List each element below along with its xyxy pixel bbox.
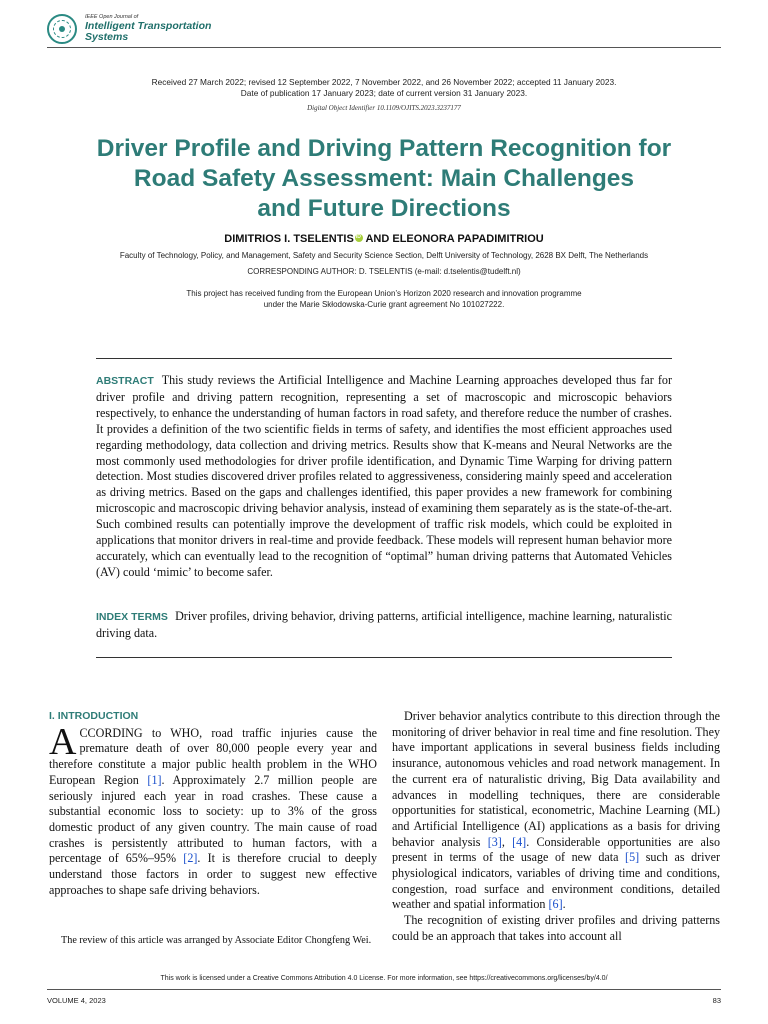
title-line1: Driver Profile and Driving Pattern Recognition for bbox=[96, 135, 672, 162]
citation-link[interactable]: [3] bbox=[487, 834, 502, 849]
abstract-text: This study reviews the Artificial Intelligence and Machine Learning approaches developed thus far for driver profile and driving pattern recognition, representing a set of macroscopic and microscopic behaviors respectively, to enhance the understanding of human factors in road safety, and therefore reduce the number of crashes. It provides a definition of the two scientific fields in terms of safety, and identifies the most efficient approaches used regarding methodology, data collection and driving metrics. Results show that K-means and Neural Networks are the most commonly used methodologies for driver profile identification, and Dynamic Time Warping for driving pattern detection. Most studies discovered driver profiles related to aggressiveness, considering mainly speed and acceleration as driving metrics. Based on the gaps and challenges identified, this paper provides a new framework for combining microscopic and macroscopic driving behavior analysis, instead of examining them separately as is the state-of-the-art. Such combined results can potentially improve the development of traffic risk models, which could be exploited in applications that monitor drivers in real-time and provide feedback. These models will represent human behavior more accurately, which can eventually lead to the recognition of “optimal” human driving patterns that Automated Vehicles (AV) could ‘mimic’ to become safer. bbox=[96, 373, 673, 579]
intro-paragraph-1 bbox=[49, 720, 378, 899]
license-notice: This work is licensed under a Creative Commons Attribution 4.0 License. For more information, see https://creativecommons.org/licenses/by/4.0/ bbox=[160, 975, 608, 982]
section-heading-introduction: I. INTRODUCTION bbox=[49, 710, 139, 722]
drop-cap: A bbox=[49, 720, 77, 763]
left-column bbox=[49, 709, 377, 898]
page-number: 83 bbox=[712, 996, 721, 1005]
citation-link[interactable]: [4] bbox=[512, 834, 527, 849]
index-terms-label: INDEX TERMS bbox=[96, 611, 168, 623]
right-column bbox=[392, 709, 720, 945]
intro-text-b: . Approximately 2.7 million people are seriously injured each year in road crashes. These cause a substantial economic loss to society: up to 3% of the gross domestic product of any given country. The main cause of road crashes is persistently attributed to human factors, with a percentage of 65%–95% bbox=[49, 772, 378, 866]
right-text-d: . bbox=[562, 897, 566, 912]
right-text-b: . Considerable opportunities are also present in terms of the usage of new data bbox=[392, 834, 721, 865]
orcid-icon[interactable] bbox=[355, 234, 363, 242]
dates-line2: Date of publication 17 January 2023; date of current version 31 January 2023. bbox=[240, 88, 528, 98]
doi: Digital Object Identifier 10.1109/OJITS.2023.3237177 bbox=[307, 104, 461, 112]
abstract bbox=[96, 373, 672, 581]
paper-title bbox=[40, 134, 728, 224]
citation-link[interactable]: [1] bbox=[147, 772, 162, 787]
title-line2: Road Safety Assessment: Main Challenges bbox=[133, 165, 635, 192]
citation-link[interactable]: [6] bbox=[548, 897, 563, 912]
intro-text-a: CCORDING to WHO, road traffic injuries cause the premature death of over 80,000 people every year and therefore constitute a major public health problem in the WHO European Region bbox=[49, 725, 377, 787]
journal-name-line2: Systems bbox=[85, 31, 129, 44]
corresponding-author: CORRESPONDING AUTHOR: D. TSELENTIS (e-mail: d.tselentis@tudelft.nl) bbox=[247, 267, 521, 276]
author-1: DIMITRIOS I. TSELENTIS bbox=[224, 233, 354, 245]
citation-link[interactable]: [5] bbox=[625, 850, 640, 865]
publication-dates bbox=[0, 77, 768, 99]
citation-separator: , bbox=[501, 834, 513, 849]
header-divider bbox=[47, 47, 721, 48]
dates-line1: Received 27 March 2022; revised 12 September 2022, 7 November 2022, and 26 November 2022; accepted 11 January 2023. bbox=[151, 77, 617, 87]
intro-text-c: . It is therefore crucial to deeply understand those factors in order to suggest new effective approaches to shape safe driving behaviors. bbox=[49, 851, 377, 897]
right-paragraph-1 bbox=[392, 709, 720, 913]
funding-note bbox=[0, 288, 768, 310]
journal-name-line1: Intelligent Transportation bbox=[85, 20, 212, 33]
journal-subtitle: IEEE Open Journal of bbox=[85, 13, 139, 20]
abstract-label: ABSTRACT bbox=[96, 375, 154, 387]
volume-label: VOLUME 4, 2023 bbox=[47, 996, 106, 1005]
right-text-a: Driver behavior analytics contribute to this direction through the monitoring of driver behavior in real time and fine resolution. They have important applications in several business fields including insurance, autonomous vehicles and road network management. In the current era of naturalistic driving, Big Data availability and advances in modelling techniques, there are considerable opportunities for statistical, econometric, Machine Learning (ML) and Artificial Intelligence (AI) applications as a basis for driving behavior analysis bbox=[392, 709, 720, 849]
authors bbox=[0, 233, 768, 245]
funding-line1: This project has received funding from the European Union’s Horizon 2020 research and innovation programme bbox=[186, 289, 582, 298]
journal-name-block bbox=[85, 15, 211, 44]
citation-link[interactable]: [2] bbox=[183, 851, 198, 866]
title-line3: and Future Directions bbox=[257, 195, 511, 222]
right-paragraph-2: The recognition of existing driver profiles and driving patterns could be an approach that takes into account all bbox=[392, 913, 720, 943]
right-text-c: such as driver physiological indicators, variables of driving time and conditions, congestion, road surface and environment conditions, detailed weather and spatial information bbox=[392, 850, 720, 912]
funding-line2: under the Marie Skłodowska-Curie grant agreement No 101027222. bbox=[263, 300, 505, 309]
journal-header bbox=[47, 12, 211, 46]
abstract-bottom-rule bbox=[96, 657, 672, 658]
index-terms bbox=[96, 609, 672, 642]
abstract-top-rule bbox=[96, 358, 672, 359]
affiliation: Faculty of Technology, Policy, and Management, Safety and Security Science Section, Delft University of Technology, 2628 BX Delft, The Netherlands bbox=[119, 251, 649, 260]
editor-footnote: The review of this article was arranged by Associate Editor Chongfeng Wei. bbox=[61, 935, 372, 946]
journal-logo-icon bbox=[47, 14, 77, 44]
index-terms-text: Driver profiles, driving behavior, driving patterns, artificial intelligence, machine learning, naturalistic driving data. bbox=[96, 609, 672, 640]
footer-divider bbox=[47, 989, 721, 990]
author-2: AND ELEONORA PAPADIMITRIOU bbox=[362, 233, 544, 245]
